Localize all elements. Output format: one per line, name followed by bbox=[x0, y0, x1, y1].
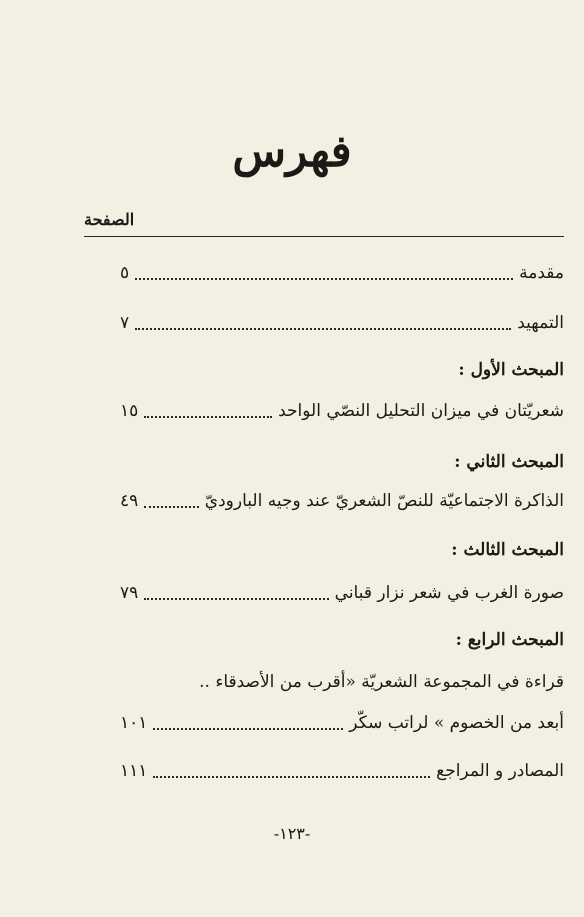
toc-entry-title: الذاكرة الاجتماعيّة للنصّ الشعريّ عند وجيه الباروديّ bbox=[204, 491, 564, 511]
leader-dots bbox=[144, 598, 328, 600]
leader-dots bbox=[144, 506, 199, 508]
section-heading-3: المبحث الثالث : bbox=[451, 540, 564, 560]
toc-entry-title: المصادر و المراجع bbox=[436, 761, 564, 781]
toc-entry-page: ٥ bbox=[120, 263, 130, 283]
toc-entry-s4-line1: قراءة في المجموعة الشعريّة «أقرب من الأصدقاء .. bbox=[199, 672, 564, 692]
toc-entry-title: أبعد من الخصوم » لراتب سكّر bbox=[349, 713, 564, 733]
toc-entry-page: ٧٩ bbox=[120, 583, 139, 603]
leader-dots bbox=[153, 776, 430, 778]
toc-entry-page: ٤٩ bbox=[120, 491, 139, 511]
section-heading-2: المبحث الثاني : bbox=[454, 452, 564, 472]
toc-entry-preface bbox=[120, 308, 564, 338]
page-column-header: الصفحة bbox=[84, 210, 135, 229]
toc-entry-title: شعريّتان في ميزان التحليل النصّي الواحد bbox=[278, 401, 564, 421]
section-heading-1: المبحث الأول : bbox=[458, 360, 564, 380]
toc-entry-page: ١٠١ bbox=[120, 713, 148, 733]
toc-entry-s2 bbox=[120, 486, 564, 516]
section-heading-4: المبحث الرابع : bbox=[455, 630, 564, 650]
toc-entry-title: التمهيد bbox=[517, 313, 564, 333]
toc-entry-page: ١١١ bbox=[120, 761, 148, 781]
leader-dots bbox=[135, 328, 511, 330]
leader-dots bbox=[144, 416, 272, 418]
toc-entry-title: مقدمة bbox=[519, 263, 564, 283]
toc-entry-intro bbox=[120, 258, 564, 288]
toc-entry-s4 bbox=[120, 708, 564, 738]
footer-page-number: -١٢٣- bbox=[273, 824, 311, 843]
page-title: فهرس bbox=[232, 126, 352, 177]
toc-entry-page: ١٥ bbox=[120, 401, 139, 421]
leader-dots bbox=[153, 728, 343, 730]
header-rule bbox=[84, 236, 564, 237]
leader-dots bbox=[135, 278, 513, 280]
toc-entry-title: صورة الغرب في شعر نزار قباني bbox=[334, 583, 564, 603]
toc-entry-page: ٧ bbox=[120, 313, 130, 333]
toc-entry-sources bbox=[120, 756, 564, 786]
toc-entry-s1 bbox=[120, 396, 564, 426]
toc-entry-s3 bbox=[120, 578, 564, 608]
